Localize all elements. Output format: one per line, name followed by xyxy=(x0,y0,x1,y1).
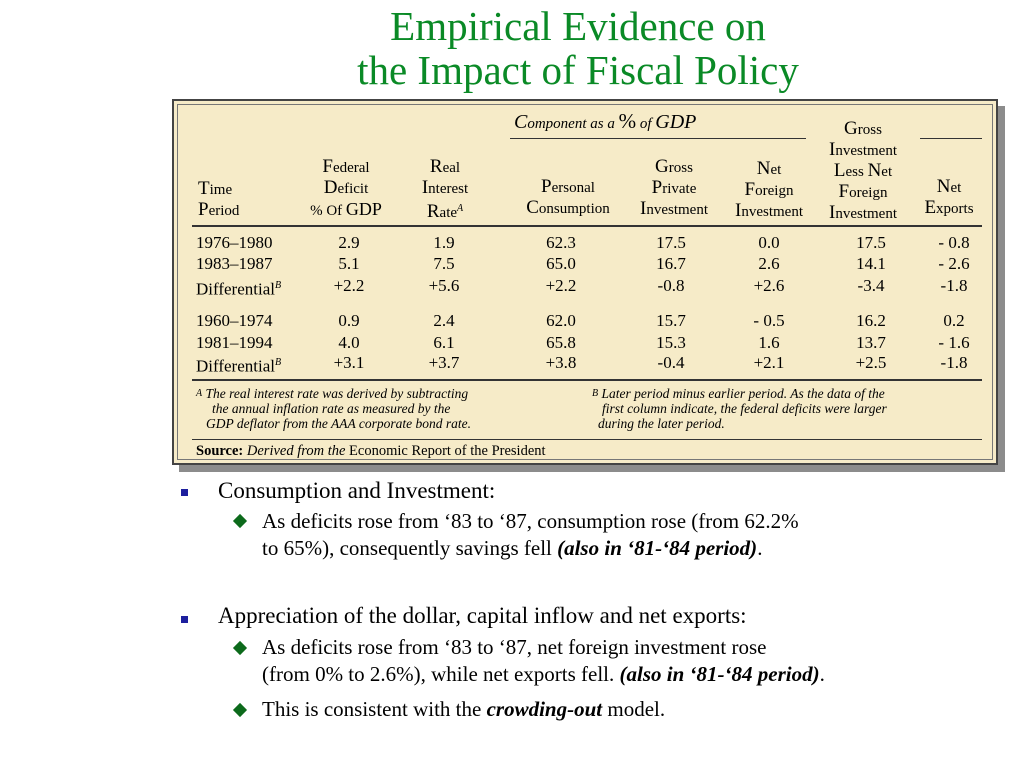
bullet-2: Appreciation of the dollar, capital inflow and net exports: xyxy=(218,603,747,628)
data-table-panel xyxy=(172,99,998,465)
table-cell: +2.6 xyxy=(753,276,785,295)
table-cell: +3.1 xyxy=(333,353,365,372)
row-label: Differential$^B$ xyxy=(196,279,282,299)
table-cell: - 0.8 xyxy=(938,233,970,252)
table-cell: +2.5 xyxy=(855,353,887,372)
header-personal-consumption: Personal Consumption xyxy=(526,176,610,218)
table-cell: 62.3 xyxy=(546,233,576,252)
table-cell: 15.7 xyxy=(656,311,686,330)
table-cell: 15.3 xyxy=(656,333,686,352)
header-real-interest-rate: Real Interest Rate$^A$ xyxy=(421,156,469,222)
sub-bullet-2-1: As deficits rose from ‘83 to ‘87, net foreign investment rose (from 0% to 2.6%), while net exports fell. (also in ‘81-‘84 period). xyxy=(262,635,825,686)
table-cell: +2.1 xyxy=(753,353,785,372)
table-cell: 6.1 xyxy=(433,333,455,352)
diamond-bullet-icon xyxy=(233,641,247,655)
source-line: Source: Derived from the Economic Report of the President xyxy=(196,443,546,459)
row-label: 1976–1980 xyxy=(196,233,273,252)
slide-title xyxy=(0,4,1024,92)
diamond-bullet-icon xyxy=(233,703,247,717)
header-net-exports: Net Exports xyxy=(924,176,974,218)
table-cell: 2.4 xyxy=(433,311,455,330)
header-net-foreign-investment: Net Foreign Investment xyxy=(735,158,803,221)
table-cell: 4.0 xyxy=(338,333,360,352)
table-cell: 13.7 xyxy=(856,333,886,352)
table-cell: -1.8 xyxy=(940,276,968,295)
sub-bullet-2-2: This is consistent with the crowding-out model. xyxy=(262,697,666,721)
row-label: 1981–1994 xyxy=(196,333,273,352)
diamond-bullet-icon xyxy=(233,514,247,528)
header-federal-deficit: Federal Deficit % Of GDP xyxy=(310,156,382,219)
table-cell: +2.2 xyxy=(545,276,577,295)
note-a: $^A$ The real interest rate was derived by subtracting the annual inflation rate as measured by the GDP deflator from the AAA corporate bond rate. xyxy=(196,386,471,431)
table-cell: 14.1 xyxy=(856,254,886,273)
table-cell: 17.5 xyxy=(856,233,886,252)
table-cell: -0.8 xyxy=(657,276,685,295)
net-exports-top-rule xyxy=(920,138,982,139)
bullet-square-icon xyxy=(181,489,188,496)
table-cell: 65.8 xyxy=(546,333,576,352)
table-cell: 16.7 xyxy=(656,254,686,273)
table-cell: 0.2 xyxy=(943,311,965,330)
title-line-2: the Impact of Fiscal Policy xyxy=(357,47,799,93)
table-cell: +2.2 xyxy=(333,276,365,295)
table-cell: 7.5 xyxy=(433,254,455,273)
table-cell: -3.4 xyxy=(857,276,885,295)
title-line-1: Empirical Evidence on xyxy=(390,3,766,49)
table-cell: 1.9 xyxy=(433,233,455,252)
row-label: 1983–1987 xyxy=(196,254,273,273)
table-cell: 0.0 xyxy=(758,233,780,252)
table-cell: 17.5 xyxy=(656,233,686,252)
table-cell: 5.1 xyxy=(338,254,360,273)
group-header-rule xyxy=(510,138,806,139)
table-cell: 1.6 xyxy=(758,333,780,352)
table-cell: 62.0 xyxy=(546,311,576,330)
table-cell: 65.0 xyxy=(546,254,576,273)
table-cell: 16.2 xyxy=(856,311,886,330)
bullet-1: Consumption and Investment: xyxy=(218,478,496,503)
table-cell: - 2.6 xyxy=(938,254,970,273)
header-time-period: Time Period xyxy=(198,178,240,220)
row-label: 1960–1974 xyxy=(196,311,273,330)
header-rule xyxy=(192,225,982,227)
table-cell: 0.9 xyxy=(338,311,360,330)
header-gross-investment-less-net-foreign: Gross Investment Less Net Foreign Investment xyxy=(829,118,897,223)
bullet-square-icon xyxy=(181,616,188,623)
group-header: Component as a % of GDP xyxy=(514,109,697,133)
table-cell: -1.8 xyxy=(940,353,968,372)
source-rule xyxy=(192,439,982,440)
table-cell: - 0.5 xyxy=(753,311,785,330)
table-cell: 2.9 xyxy=(338,233,360,252)
note-b: $^B$ Later period minus earlier period. As the data of the first column indicate, the federal deficits were larger during the later period. xyxy=(592,386,887,431)
table-cell: 2.6 xyxy=(758,254,780,273)
table-cell: +3.8 xyxy=(545,353,577,372)
row-label: Differential$^B$ xyxy=(196,356,282,376)
sub-bullet-1-1: As deficits rose from ‘83 to ‘87, consumption rose (from 62.2% to 65%), consequently savings fell (also in ‘81-‘84 period). xyxy=(262,509,799,560)
header-gross-private-investment: Gross Private Investment xyxy=(640,156,708,219)
body-rule xyxy=(192,379,982,381)
table-cell: - 1.6 xyxy=(938,333,970,352)
table-cell: -0.4 xyxy=(657,353,685,372)
table-cell: +5.6 xyxy=(428,276,460,295)
table-cell: +3.7 xyxy=(428,353,460,372)
